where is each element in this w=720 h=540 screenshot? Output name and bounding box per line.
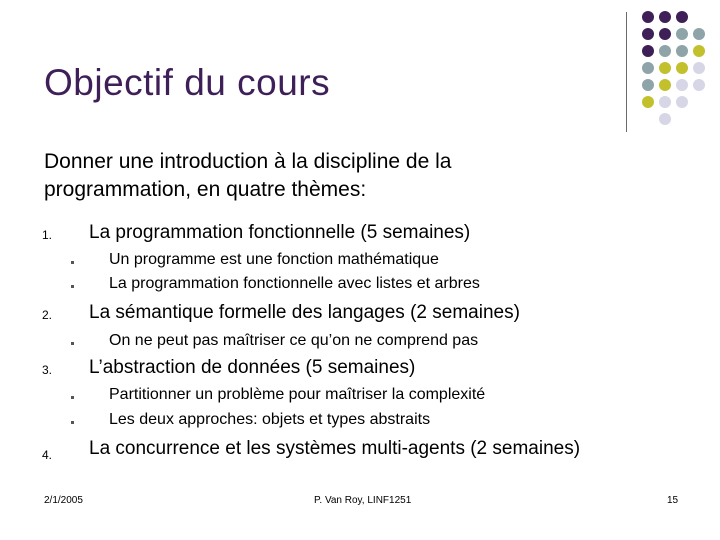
decor-dot (659, 11, 671, 23)
bullet-icon (71, 285, 74, 288)
intro-paragraph: Donner une introduction à la discipline de la programmation, en quatre thèmes: (44, 150, 452, 201)
sub-list-item (0, 411, 720, 433)
decor-dot (642, 79, 654, 91)
sub-list-item (0, 386, 720, 408)
list-item (0, 302, 720, 328)
item-text: La concurrence et les systèmes multi-agents (2 semaines) (89, 438, 581, 459)
decor-dot (676, 11, 688, 23)
decor-dot (659, 28, 671, 40)
bullet-icon (71, 421, 74, 424)
subitem-text: Les deux approches: objets et types abstraits (109, 411, 431, 428)
subitem-text: La programmation fonctionnelle avec listes et arbres (109, 275, 480, 292)
subitem-text: Partitionner un problème pour maîtriser la complexité (109, 386, 486, 403)
list-item (0, 357, 720, 383)
decor-dot (642, 11, 654, 23)
decor-dot (676, 62, 688, 74)
decor-dot (659, 113, 671, 125)
decor-dot (659, 62, 671, 74)
decor-dot (642, 28, 654, 40)
footer-author: P. Van Roy, LINF1251 (314, 495, 412, 506)
sub-list-item (0, 275, 720, 297)
item-number: 4. (42, 448, 53, 462)
item-number: 1. (42, 228, 53, 242)
decor-dot (693, 45, 705, 57)
decor-dot (693, 62, 705, 74)
decor-dot (676, 79, 688, 91)
decor-dot (659, 96, 671, 108)
decor-dot (642, 45, 654, 57)
decor-dot (659, 45, 671, 57)
subitem-text: Un programme est une fonction mathématique (109, 251, 439, 268)
list-item (0, 438, 720, 464)
item-text: La sémantique formelle des langages (2 semaines) (89, 302, 520, 323)
item-text: L’abstraction de données (5 semaines) (89, 357, 416, 378)
bullet-icon (71, 342, 74, 345)
decor-dot (642, 96, 654, 108)
item-number: 2. (42, 308, 53, 322)
decor-dot (659, 79, 671, 91)
decor-dot (676, 28, 688, 40)
decor-dot (676, 96, 688, 108)
decor-dot (693, 28, 705, 40)
item-number: 3. (42, 363, 53, 377)
decor-dot (642, 62, 654, 74)
sub-list-item (0, 251, 720, 273)
decor-dot (676, 45, 688, 57)
footer-page-number: 15 (667, 495, 679, 506)
footer-date: 2/1/2005 (44, 495, 83, 506)
slide-title: Objectif du cours (44, 62, 331, 103)
subitem-text: On ne peut pas maîtriser ce qu’on ne comprend pas (109, 332, 479, 349)
decor-dot (693, 79, 705, 91)
item-text: La programmation fonctionnelle (5 semaines) (89, 222, 471, 243)
bullet-icon (71, 261, 74, 264)
list-item (0, 222, 720, 248)
sub-list-item (0, 332, 720, 354)
bullet-icon (71, 396, 74, 399)
decorative-divider-line (626, 12, 627, 132)
